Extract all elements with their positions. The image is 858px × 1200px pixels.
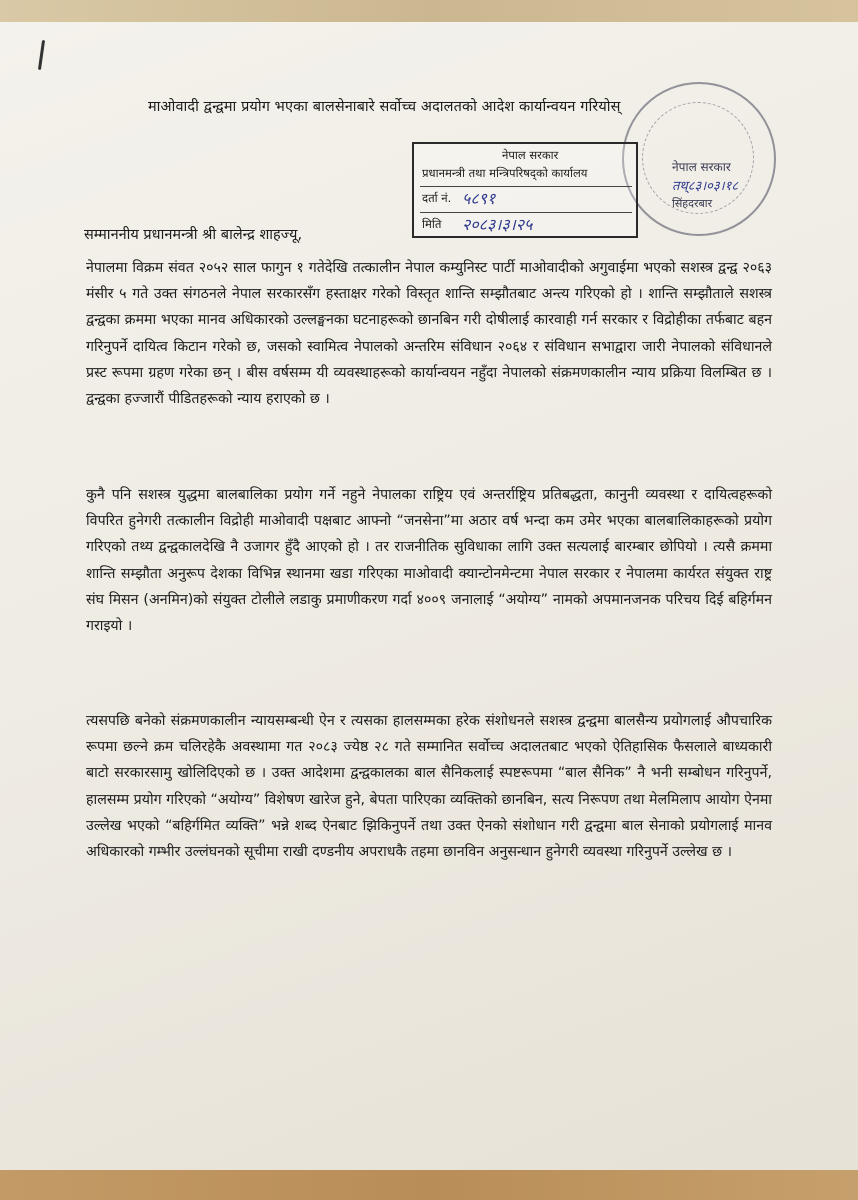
paragraph-2: कुनै पनि सशस्त्र युद्धमा बालबालिका प्रयोग गर्ने नहुने नेपालका राष्ट्रिय एवं अन्तर्राष्ट्रिय प्रतिबद्धता, कानुनी व्यवस्था र दायित्वहरूको विपरित हुनेगरी तत्कालीन विद्रोही माओवादी पक्षबाट आफ्नो “जनसेना”मा अठार वर्ष भन्दा कम उमेर भएका बालबालिकाहरूको प्रयोग गरिएको तथ्य द्वन्द्वकालदेखि नै उजागर हुँदै आएको हो । तर राजनीतिक सुविधाका लागि उक्त सत्यलाई बारम्बार छोपियो । त्यसै क्रममा शान्ति सम्झौता अनुरूप देशका विभिन्न स्थानमा खडा गरिएका माओवादी क्यान्टोनमेन्टमा नेपाल सरकार र नेपालमा कार्यरत संयुक्त राष्ट्र संघ मिसन (अनमिन)को संयुक्त टोलीले लडाकु प्रमाणीकरण गर्दा ४००९ जनालाई “अयोग्य” नामको अपमानजनक परिचय दिई बहिर्गमन गराइयो ।: [86, 487, 772, 635]
table-edge-top: [0, 0, 858, 22]
darta-label: दर्ता नं.: [422, 191, 452, 205]
salutation: सम्माननीय प्रधानमन्त्री श्री बालेन्द्र शाहज्यू,: [84, 227, 303, 243]
receipt-stamp: [412, 142, 638, 238]
document-title: माओवादी द्वन्द्वमा प्रयोग भएका बालसेनाबारे सर्वोच्च अदालतको आदेश कार्यान्वयन गरियोस्: [148, 99, 621, 115]
paragraph-1: नेपालमा विक्रम संवत २०५२ साल फागुन १ गतेदेखि तत्कालीन नेपाल कम्युनिस्ट पार्टी माओवादीको अगुवाईमा भएको सशस्त्र द्वन्द्व २०६३ मंसीर ५ गते उक्त संगठनले नेपाल सरकारसँग हस्ताक्षर गरेको विस्तृत शान्ति सम्झौतबाट अन्त्य गरिएको हो । शान्ति सम्झौताले सशस्त्र द्वन्द्वका क्रममा भएका मानव अधिकारको उल्लङ्घनका घटनाहरूको छानबिन गरी दोषीलाई कारवाही गर्न सरकार र विद्रोहीका तर्फबाट बहन गरिनुपर्ने दायित्व किटान गरेको छ, जसको स्वामित्व नेपालको अन्तरिम संविधान २०६४ र संविधान सभाद्वारा जारी नेपालको संविधानले प्रस्ट रूपमा ग्रहण गरेका छन् । बीस वर्षसम्म यी व्यवस्थाहरूको कार्यान्वयन नहुँदा नेपालको संक्रमणकालीन न्याय प्रक्रिया विलम्बित छ । द्वन्द्वका हज्जारौं पीडितहरूको न्याय हराएको छ ।: [86, 260, 772, 408]
pen-mark: [38, 40, 45, 70]
office-seal-location: सिंहदरबार: [672, 197, 713, 210]
stamp-line-office: प्रधानमन्त्री तथा मन्त्रिपरिषद्को कार्यालय: [422, 166, 588, 180]
office-seal-text: नेपाल सरकार: [672, 160, 731, 174]
stamp-line-government: नेपाल सरकार: [502, 148, 559, 162]
darta-value: ५८९१: [462, 189, 496, 208]
miti-value: २०८३।३।२५: [462, 215, 533, 234]
stamp-row-darta: [420, 186, 632, 211]
paragraph-3: त्यसपछि बनेको संक्रमणकालीन न्यायसम्बन्धी ऐन र त्यसका हालसम्मका हरेक संशोधनले सशस्त्र द्वन्द्वमा बालसैन्य प्रयोगलाई औपचारिक रूपमा छल्ने क्रम चलिरहेकै अवस्थामा गत २०८३ ज्येष्ठ २८ गते सम्मानित सर्वोच्च अदालतबाट भएको ऐतिहासिक फैसलाले बाध्यकारी बाटो सरकारसामु खोलिदिएको छ । उक्त आदेशमा द्वन्द्वकालका बाल सैनिकलाई स्पष्टरूपमा “बाल सैनिक” नै भनी सम्बोधन गरिनुपर्ने, हालसम्म प्रयोग गरिएको “अयोग्य” विशेषण खारेज हुने, बेपता पारिएका व्यक्तिको छानबिन, सत्य निरूपण तथा मेलमिलाप आयोग ऐनमा उल्लेख भएको “बहिर्गमित व्यक्ति” भन्ने शब्द ऐनबाट झिकिनुपर्ने तथा उक्त ऐनको संशोधान गरी द्वन्द्वमा बाल सेनाको प्रयोगलाई मानव अधिकारको गम्भीर उल्लंघनको सूचीमा राखी दण्डनीय अपराधकै तहमा छानविन अनुसन्धान हुनेगरी व्यवस्था गरिनुपर्ने उल्लेख छ ।: [86, 713, 772, 861]
miti-label: मिति: [422, 217, 442, 231]
stamp-row-miti: [420, 212, 632, 237]
table-edge-bottom: [0, 1170, 858, 1200]
office-seal-date: तथ्८३।०३।१८: [672, 179, 739, 194]
